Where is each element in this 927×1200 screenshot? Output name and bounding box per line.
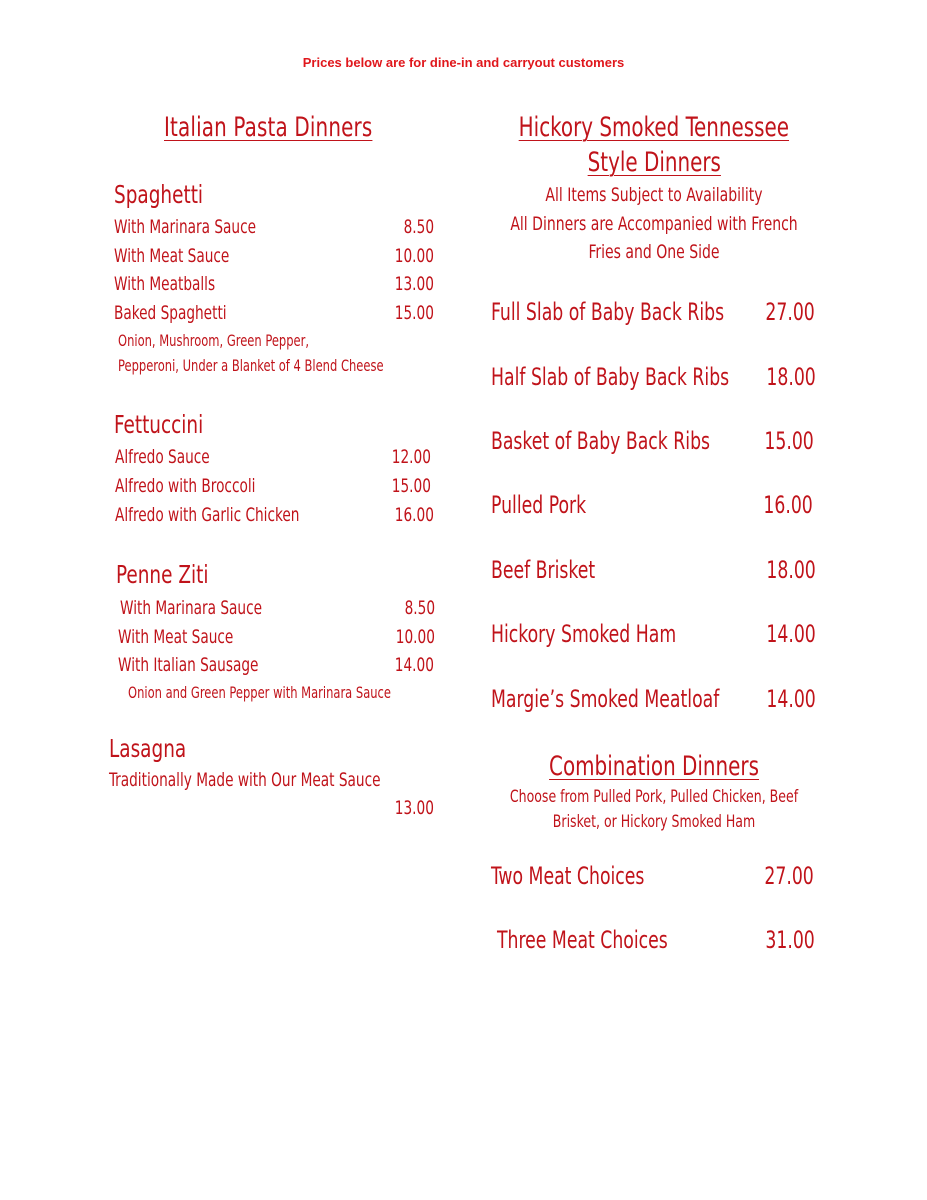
hickory-title-wrap [454, 112, 854, 143]
menu-item-price: 27.00 [764, 862, 814, 890]
menu-item-label: Half Slab of Baby Back Ribs [491, 363, 730, 391]
penne-sausage-description: Onion and Green Pepper with Marinara Sauce [128, 683, 391, 702]
menu-item-price: 16.00 [394, 504, 434, 526]
dine-in-notice: Prices below are for dine-in and carryout customers [302, 55, 625, 70]
menu-item-price: 14.00 [766, 685, 816, 713]
menu-item-label: Baked Spaghetti [114, 302, 227, 324]
menu-item-label: Beef Brisket [491, 556, 596, 584]
menu-item-price: 18.00 [766, 363, 816, 391]
menu-item-price: 8.50 [404, 597, 435, 619]
menu-item-label: Hickory Smoked Ham [491, 620, 677, 648]
penne-ziti-heading: Penne Ziti [116, 560, 209, 589]
menu-item-label: With Meat Sauce [114, 245, 230, 267]
menu-item-label: Full Slab of Baby Back Ribs [491, 298, 725, 326]
menu-item-label: Basket of Baby Back Ribs [491, 427, 711, 455]
fettuccini-heading: Fettuccini [114, 410, 204, 439]
menu-item-label: With Marinara Sauce [120, 597, 263, 619]
menu-item-price: 18.00 [766, 556, 816, 584]
spaghetti-heading: Spaghetti [114, 180, 204, 209]
menu-item-price: 8.50 [403, 216, 434, 238]
menu-item-label: With Marinara Sauce [114, 216, 257, 238]
menu-item-price: 27.00 [765, 298, 815, 326]
italian-section-title: Italian Pasta Dinners [164, 112, 373, 143]
combination-title-wrap [454, 751, 854, 782]
menu-item-label: Pulled Pork [491, 491, 587, 519]
menu-item-price: 14.00 [766, 620, 816, 648]
menu-item-label: Alfredo with Garlic Chicken [115, 504, 300, 526]
hickory-title-wrap-2 [454, 147, 854, 178]
menu-item-label: With Meat Sauce [118, 626, 234, 648]
menu-item-label: With Meatballs [114, 273, 216, 295]
menu-item-price: 14.00 [394, 654, 434, 676]
menu-item-label: Margie’s Smoked Meatloaf [491, 685, 720, 713]
hickory-section-title-line2: Style Dinners [587, 147, 721, 178]
menu-item-price: 13.00 [394, 273, 434, 295]
menu-item-label: Alfredo Sauce [115, 446, 210, 468]
menu-item-price: 31.00 [765, 926, 815, 954]
availability-note: All Items Subject to Availability [545, 184, 763, 206]
combination-choices-note: Choose from Pulled Pork, Pulled Chicken, Beef [509, 787, 799, 807]
combination-choices-note-line2: Brisket, or Hickory Smoked Ham [552, 812, 756, 832]
menu-item-label: Alfredo with Broccoli [115, 475, 256, 497]
accompaniment-note-line2: Fries and One Side [588, 241, 720, 263]
menu-item-label: Two Meat Choices [491, 862, 645, 890]
menu-item-price: 15.00 [764, 427, 814, 455]
accompaniment-note: All Dinners are Accompanied with French [510, 213, 798, 235]
baked-spaghetti-description: Onion, Mushroom, Green Pepper, [118, 331, 310, 350]
menu-item-price: 16.00 [763, 491, 813, 519]
menu-item-price: 15.00 [391, 475, 431, 497]
lasagna-description: Traditionally Made with Our Meat Sauce [109, 769, 381, 791]
menu-item-price: 12.00 [391, 446, 431, 468]
menu-item-price: 15.00 [394, 302, 434, 324]
menu-item-label: With Italian Sausage [118, 654, 259, 676]
lasagna-price: 13.00 [394, 797, 434, 819]
lasagna-heading: Lasagna [109, 734, 187, 763]
menu-item-price: 10.00 [395, 626, 435, 648]
menu-item-price: 10.00 [394, 245, 434, 267]
baked-spaghetti-description: Pepperoni, Under a Blanket of 4 Blend Cheese [118, 356, 384, 375]
menu-item-label: Three Meat Choices [497, 926, 668, 954]
combination-section-title: Combination Dinners [549, 751, 759, 782]
hickory-section-title: Hickory Smoked Tennessee [518, 112, 790, 143]
